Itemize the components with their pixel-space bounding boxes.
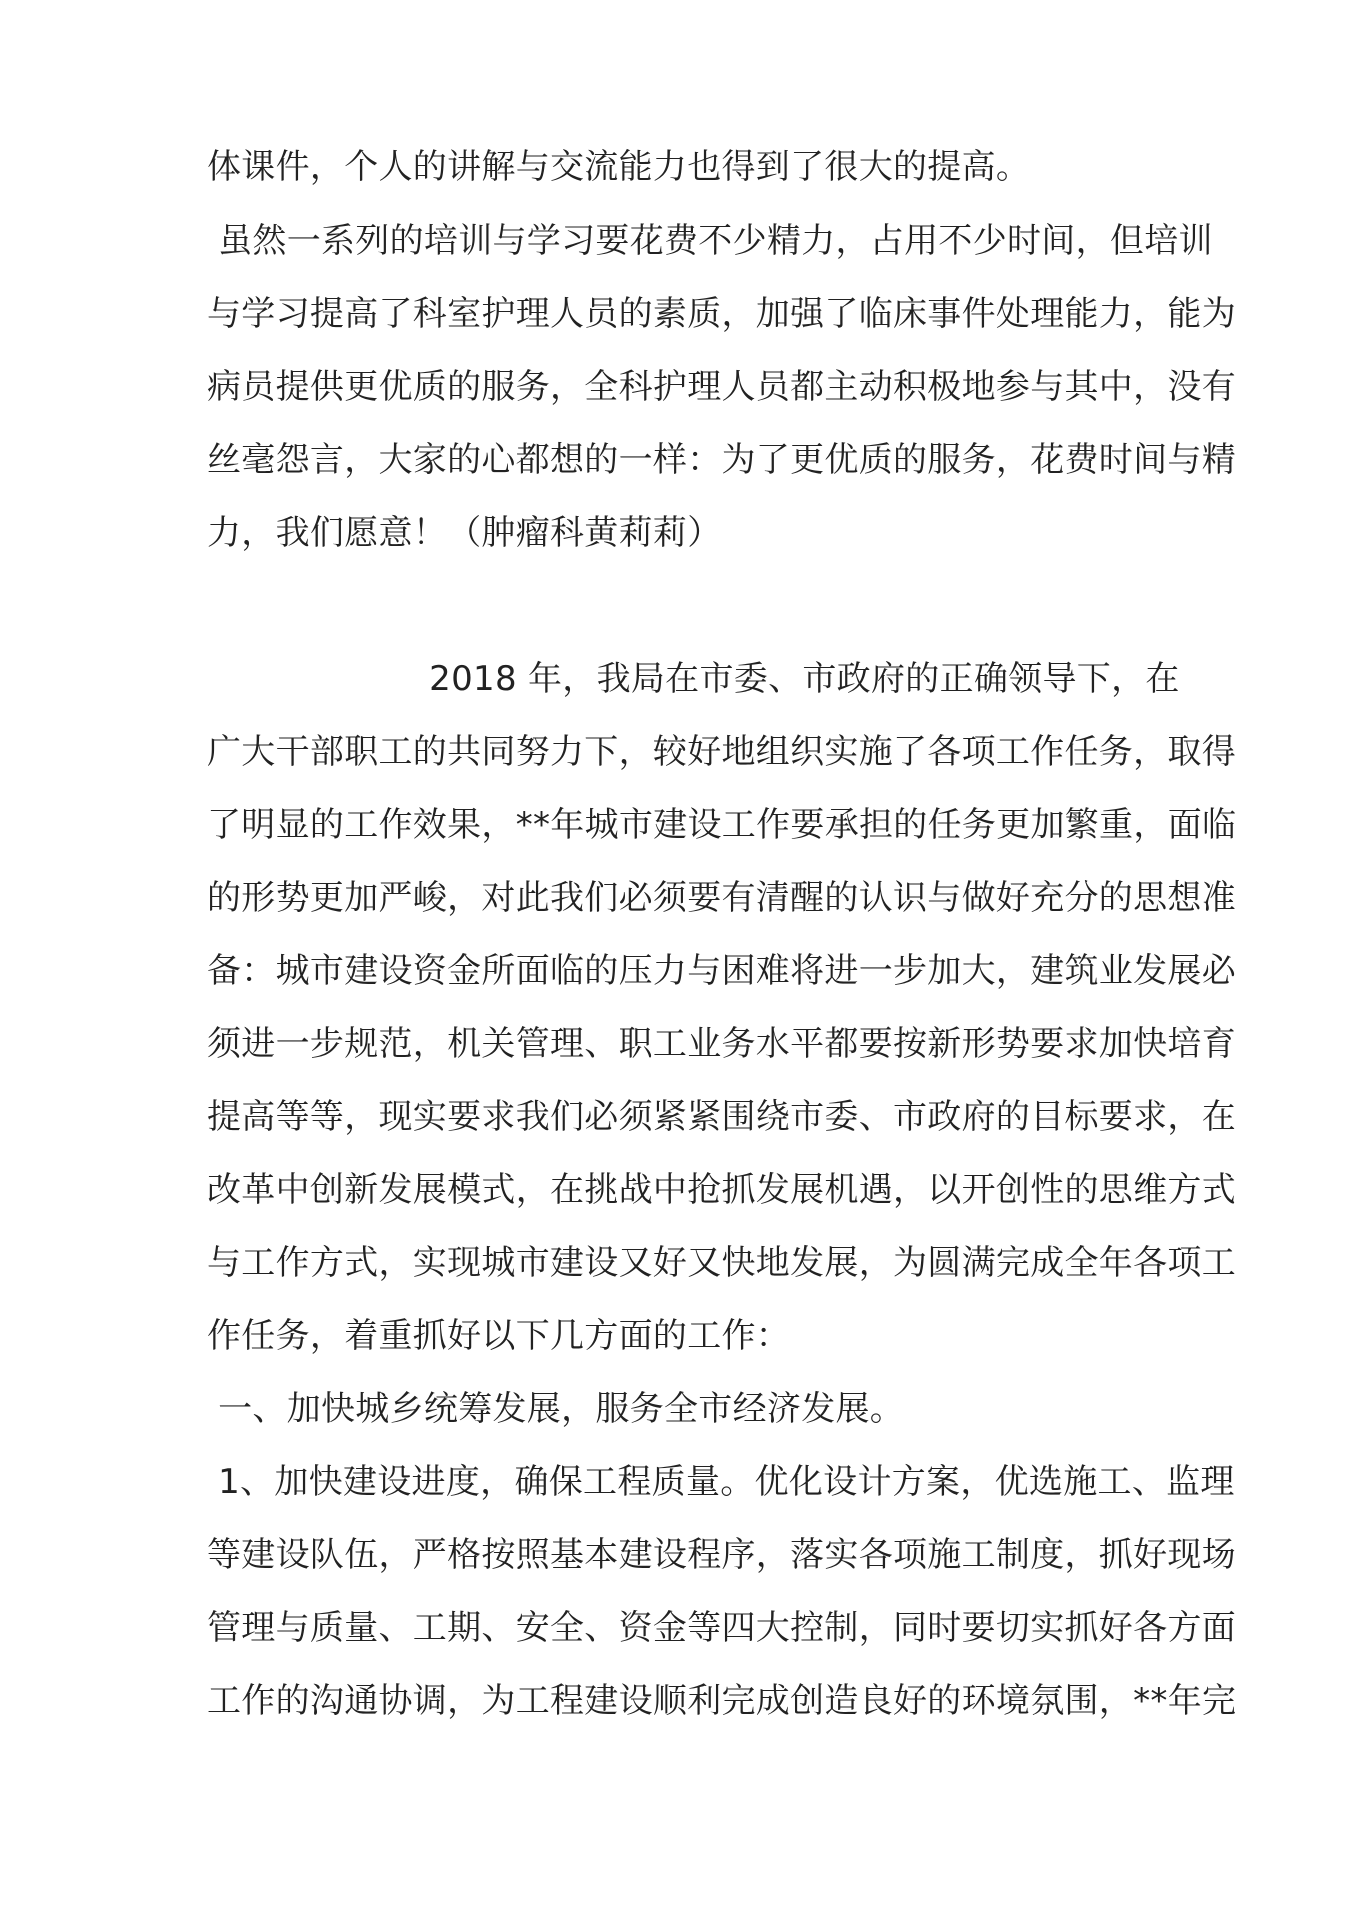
text-line: 1、加快建设进度，确保工程质量。优化设计方案，优选施工、监理 — [207, 1462, 1235, 1502]
text-line: 与学习提高了科室护理人员的素质，加强了临床事件处理能力，能为 — [207, 294, 1236, 334]
text-line: 工作的沟通协调，为工程建设顺利完成创造良好的环境氛围，**年完 — [207, 1681, 1237, 1721]
text-line: 备：城市建设资金所面临的压力与困难将进一步加大，建筑业发展必 — [207, 951, 1236, 991]
text-line: 了明显的工作效果，**年城市建设工作要承担的任务更加繁重，面临 — [207, 805, 1237, 845]
text-line: 作任务，着重抓好以下几方面的工作： — [207, 1316, 791, 1356]
section-heading: 一、加快城乡统筹发展，服务全市经济发展。 — [207, 1389, 905, 1429]
text-line: 改革中创新发展模式，在挑战中抢抓发展机遇，以开创性的思维方式 — [207, 1170, 1236, 1210]
text-line: 的形势更加严峻，对此我们必须要有清醒的认识与做好充分的思想准 — [207, 878, 1236, 918]
text-line: 等建设队伍，严格按照基本建设程序，落实各项施工制度，抓好现场 — [207, 1535, 1236, 1575]
text-line: 力，我们愿意！（肿瘤科黄莉莉） — [207, 513, 722, 553]
text-line: 管理与质量、工期、安全、资金等四大控制，同时要切实抓好各方面 — [207, 1608, 1236, 1648]
text-line: 丝毫怨言，大家的心都想的一样：为了更优质的服务，花费时间与精 — [207, 440, 1236, 480]
text-line: 广大干部职工的共同努力下，较好地组织实施了各项工作任务，取得 — [207, 732, 1236, 772]
text-line: 虽然一系列的培训与学习要花费不少精力，占用不少时间，但培训 — [207, 221, 1213, 261]
text-line: 体课件，个人的讲解与交流能力也得到了很大的提高。 — [207, 147, 1031, 187]
text-line: 须进一步规范，机关管理、职工业务水平都要按新形势要求加快培育 — [207, 1024, 1236, 1064]
text-line: 与工作方式，实现城市建设又好又快地发展，为圆满完成全年各项工 — [207, 1243, 1236, 1283]
text-line: 2018 年，我局在市委、市政府的正确领导下，在 — [207, 659, 1180, 699]
text-line: 提高等等，现实要求我们必须紧紧围绕市委、市政府的目标要求，在 — [207, 1097, 1236, 1137]
text-line: 病员提供更优质的服务，全科护理人员都主动积极地参与其中，没有 — [207, 367, 1236, 407]
